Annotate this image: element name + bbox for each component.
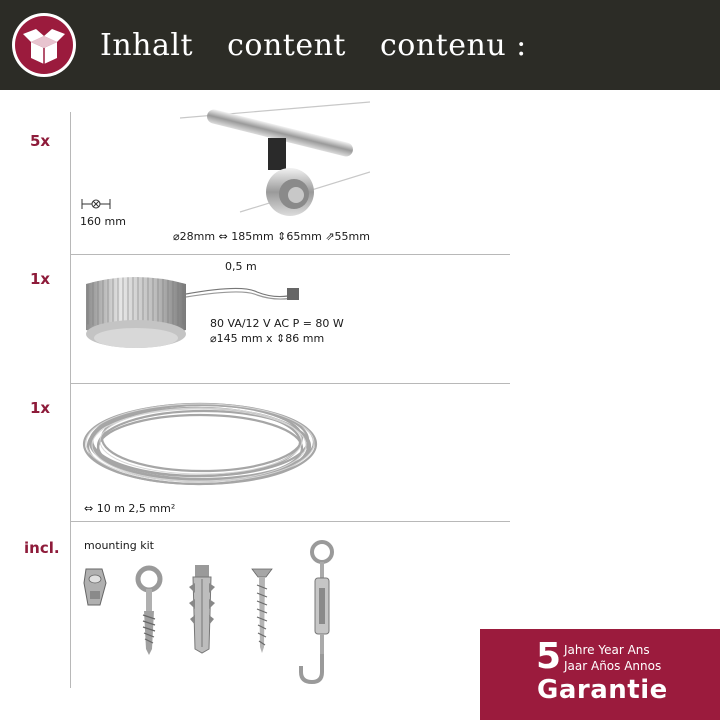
guarantee-years-number: 5	[536, 636, 562, 677]
page-title	[100, 28, 551, 63]
row-divider	[70, 254, 510, 255]
cable-length-label: 0,5 m	[225, 260, 257, 273]
width-dimension-icon	[80, 196, 112, 212]
transformer-size-specs: ⌀145 mm x ⇕86 mm	[210, 332, 325, 345]
cable-coil-icon	[80, 392, 320, 496]
spotlight-on-cable-icon	[180, 100, 370, 220]
guarantee-years-line2: Jaar Años Annos	[564, 659, 662, 673]
title-french: contenu :	[380, 28, 527, 63]
cable-specs: ⇔ 10 m 2,5 mm²	[84, 502, 176, 515]
eye-screw-icon	[132, 565, 166, 657]
title-german: Inhalt	[100, 28, 194, 63]
spotlight-specs: ⌀28mm ⇔ 185mm ⇕65mm ⇗55mm	[173, 230, 370, 243]
transformer-power-specs: 80 VA/12 V AC P = 80 W	[210, 317, 344, 330]
quantity-label: 5x	[30, 132, 51, 150]
open-box-icon	[11, 12, 77, 78]
cable-clamp-icon	[80, 565, 110, 611]
vertical-divider	[70, 112, 71, 688]
screw-icon	[250, 565, 274, 655]
title-english: content	[227, 28, 346, 63]
row-divider	[70, 521, 510, 522]
row-divider	[70, 383, 510, 384]
guarantee-word: Garantie	[537, 675, 668, 705]
quantity-label: incl.	[24, 539, 60, 557]
guarantee-years-line1: Jahre Year Ans	[564, 643, 650, 657]
header-bar	[0, 0, 720, 90]
wall-plug-icon	[187, 563, 217, 655]
quantity-label: 1x	[30, 270, 51, 288]
turnbuckle-icon	[295, 538, 347, 686]
quantity-label: 1x	[30, 399, 51, 417]
width-value: 160 mm	[80, 215, 126, 228]
mounting-kit-label: mounting kit	[84, 539, 154, 552]
guarantee-badge	[480, 629, 720, 720]
